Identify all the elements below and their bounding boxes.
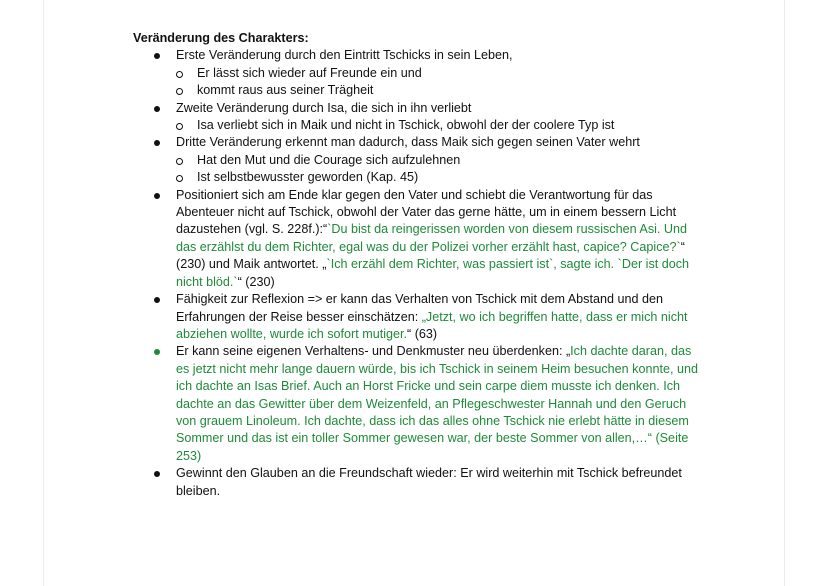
section-heading: Veränderung des Charakters:: [133, 31, 309, 45]
sub-list-item: Hat den Mut und die Courage sich aufzulehnen: [176, 152, 703, 169]
list-item: [133, 291, 703, 343]
list-item-text: Zweite Veränderung durch Isa, die sich in ihn verliebt: [176, 100, 472, 115]
list-item-text: Er kann seine eigenen Verhaltens- und Denkmuster neu überdenken: „: [176, 344, 571, 359]
list-item-text: Gewinnt den Glauben an die Freundschaft wieder: Er wird weiterhin mit Tschick befreundet bleiben.: [176, 466, 682, 498]
quote-text: `Du bist da reingerissen worden von diesem russischen Asi. Und das erzählst du dem Richter, egal was du der Polizei vorher erzählt hast, capice? Capice?`: [176, 222, 688, 254]
list-item: [133, 47, 703, 99]
quote-text: „Jetzt, wo ich begriffen hatte, dass er mich nicht abziehen wollte, wurde ich sofort mutiger.: [176, 309, 688, 341]
sub-list: [176, 65, 703, 100]
list-item-text: “ (63): [407, 326, 438, 341]
list-item-text: Dritte Veränderung erkennt man dadurch, dass Maik sich gegen seinen Vater wehrt: [176, 135, 640, 150]
sub-list-item: kommt raus aus seiner Trägheit: [176, 82, 703, 99]
list-item: [133, 187, 703, 291]
page-edge-left: [43, 0, 44, 586]
list-item-text: “ (230): [237, 274, 275, 289]
quote-text: `Ich erzähl dem Richter, was passiert ist`, sagte ich. `Der ist doch nicht blöd.`: [176, 257, 690, 289]
sub-list: [176, 152, 703, 187]
bullet-list: [133, 47, 703, 500]
page-edge-right: [784, 0, 785, 586]
list-item: [133, 134, 703, 186]
list-item-text: Positioniert sich am Ende klar gegen den Vater und schiebt die Verantwortung für das Abenteuer nicht auf Tschick, obwohl der Vater das gerne hätte, um in einem bessern Licht dazustehen (vgl. S. 228f.):“: [176, 187, 677, 237]
list-item-text: “ (230) und Maik antwortet. „: [176, 239, 685, 272]
quote-text: Ich dachte daran, das es jetzt nicht mehr lange dauern würde, bis ich Tschick in seinem Heim besuchen konnte, und ich dachte an Isas Brief. Auch an Horst Fricke und sein carpe diem musste ich denken. Ich dachte an das Gewitter über dem Weizenfeld, an Pflegeschwester Hannah und den Geruch von grauem Linoleum. Ich dachte, dass ich das alles ohne Tschick nie erlebt hätte in diesem Sommer und das ist ein toller Sommer gewesen war, der beste Sommer von allen,…“ (Seite 253): [176, 344, 698, 463]
list-item-text: Erste Veränderung durch den Eintritt Tschicks in sein Leben,: [176, 48, 513, 63]
sub-list-item: Ist selbstbewusster geworden (Kap. 45): [176, 169, 703, 186]
sub-list: [176, 117, 703, 134]
list-item: [133, 343, 703, 465]
list-item-text: Fähigkeit zur Reflexion => er kann das Verhalten von Tschick mit dem Abstand und den Erfahrungen der Reise besser einschätzen:: [176, 292, 664, 324]
sub-list-item: Er lässt sich wieder auf Freunde ein und: [176, 65, 703, 82]
list-item: [133, 100, 703, 135]
sub-list-item: Isa verliebt sich in Maik und nicht in Tschick, obwohl der der coolere Typ ist: [176, 117, 703, 134]
document-content: [133, 30, 703, 500]
list-item: [133, 465, 703, 500]
